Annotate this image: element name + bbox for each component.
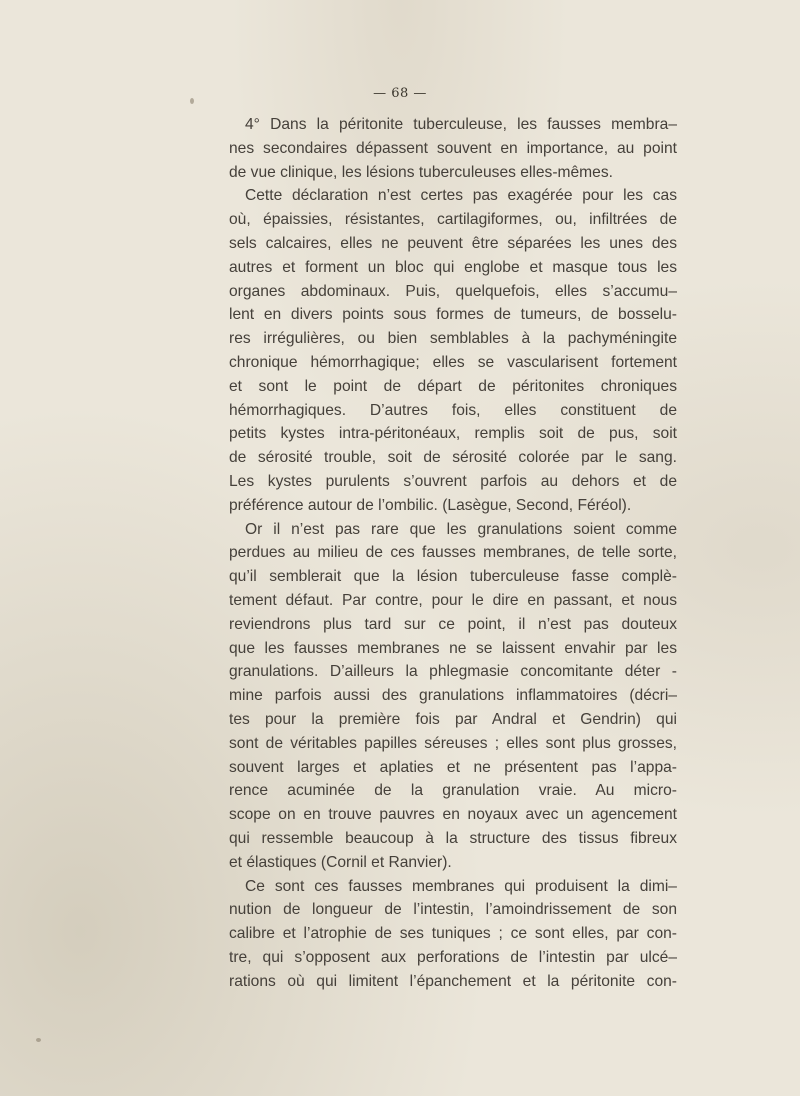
text-line: que les fausses membranes ne se laissent envahir par les [229,639,677,657]
text-line: qu’il semblerait que la lésion tuberculeuse fasse complè- [229,568,677,586]
text-line: nution de longueur de l’intestin, l’amoindrissement de son [229,901,677,919]
text-line: Cette déclaration n’est certes pas exagérée pour les cas [245,187,677,205]
text-line: chronique hémorrhagique; elles se vascularisent fortement [229,353,677,371]
text-line: et sont le point de départ de péritonites chroniques [229,377,677,395]
text-line: rations où qui limitent l’épanchement et la péritonite con- [229,972,677,990]
text-line: lent en divers points sous formes de tumeurs, de bosselu- [229,306,677,324]
text-line: préférence autour de l’ombilic. (Lasègue, Second, Féréol). [229,496,632,514]
text-line: Ce sont ces fausses membranes qui produisent la dimi– [245,877,677,895]
text-line: rence acuminée de la granulation vraie. Au micro- [229,782,677,800]
text-line: de vue clinique, les lésions tuberculeuses elles-mêmes. [229,163,613,181]
text-line: souvent larges et aplaties et ne présentent pas l’appa- [229,758,677,776]
text-line: petits kystes intra-péritonéaux, remplis soit de pus, soit [229,425,677,443]
text-line: tre, qui s’opposent aux perforations de l’intestin par ulcé– [229,948,677,966]
page-number: — 68 — [373,86,427,101]
text-line: hémorrhagiques. D’autres fois, elles constituent de [229,401,677,419]
text-line: perdues au milieu de ces fausses membranes, de telle sorte, [229,544,677,562]
text-line: et élastiques (Cornil et Ranvier). [229,853,452,871]
text-line: res irrégulières, ou bien semblables à la pachyméningite [229,330,677,348]
text-line: tement défaut. Par contre, pour le dire en passant, et nous [229,591,677,609]
body-text [229,113,677,993]
text-line: tes pour la première fois par Andral et Gendrin) qui [229,710,677,728]
text-line: Les kystes purulents s’ouvrent parfois au dehors et de [229,472,677,490]
text-line: autres et forment un bloc qui englobe et masque tous les [229,258,677,276]
text-line: 4° Dans la péritonite tuberculeuse, les fausses membra– [245,116,677,133]
text-line: sels calcaires, elles ne peuvent être séparées les unes des [229,234,677,252]
text-line: où, épaissies, résistantes, cartilagiformes, ou, infiltrées de [229,211,677,229]
text-line: de sérosité trouble, soit de sérosité colorée par le sang. [229,449,677,467]
text-line: sont de véritables papilles séreuses ; elles sont plus grosses, [229,734,677,752]
text-line: mine parfois aussi des granulations inflammatoires (décri– [229,687,677,705]
text-line: calibre et l’atrophie de ses tuniques ; ce sont elles, par con- [229,925,677,943]
text-line: nes secondaires dépassent souvent en importance, au point [229,139,677,157]
text-line: scope on en trouve pauvres en noyaux avec un agencement [229,806,677,824]
ink-speck [36,1038,41,1042]
text-line: reviendrons plus tard sur ce point, il n’est pas douteux [229,615,677,633]
text-line: granulations. D’ailleurs la phlegmasie concomitante déter - [229,663,677,681]
text-line: organes abdominaux. Puis, quelquefois, elles s’accumu– [229,282,677,300]
text-line: qui ressemble beaucoup à la structure des tissus fibreux [229,829,677,847]
text-line: Or il n’est pas rare que les granulations soient comme [245,520,677,538]
